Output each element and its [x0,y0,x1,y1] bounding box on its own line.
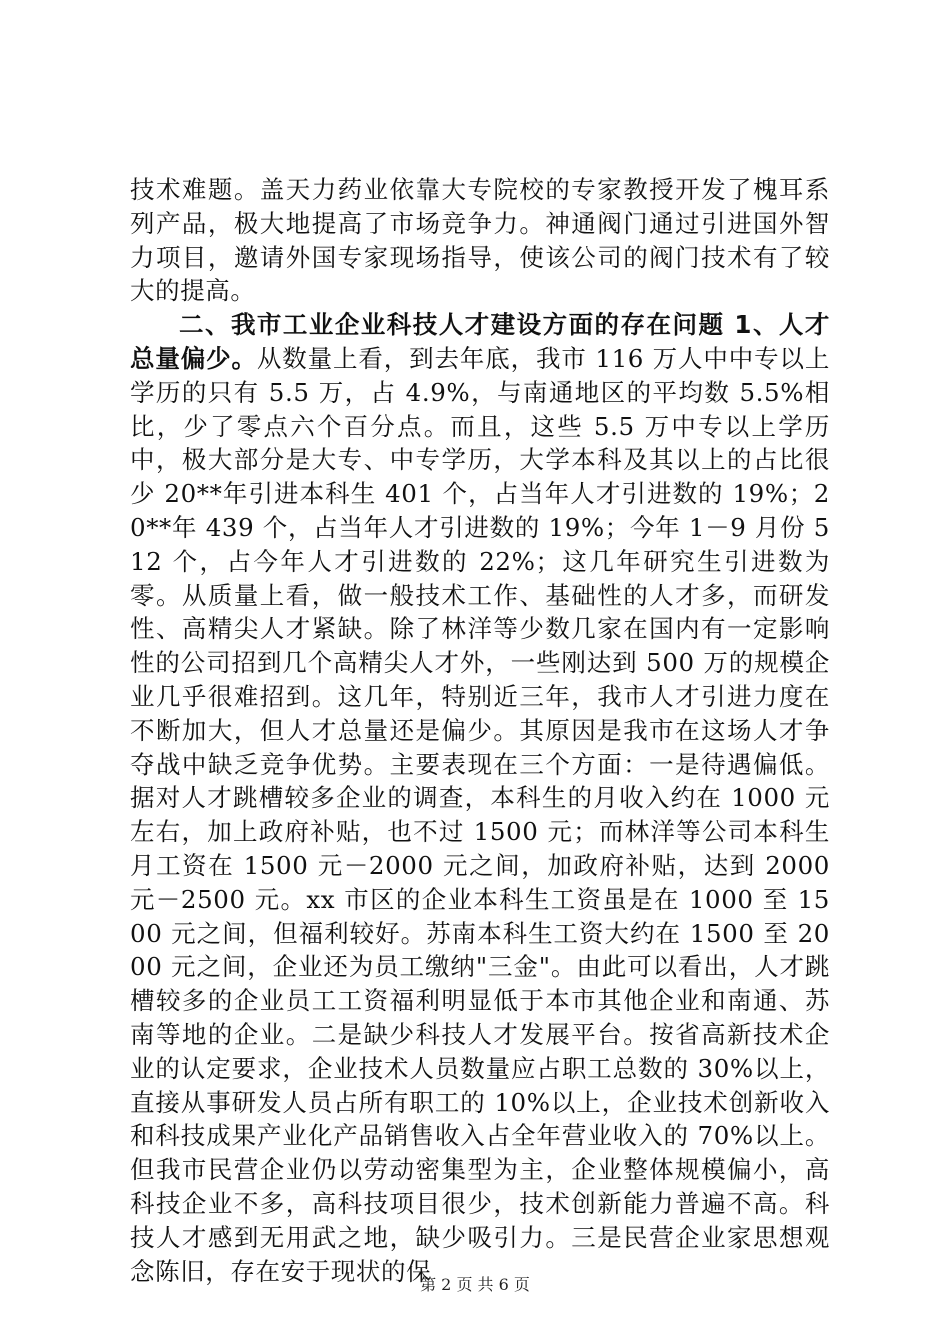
page-number: 第 2 页 共 6 页 [420,1275,530,1294]
paragraph-1-text: 技术难题。盖天力药业依靠大专院校的专家教授开发了槐耳系列产品，极大地提高了市场竞争力。神通阀门通过引进国外智力项目，邀请外国专家现场指导，使该公司的阀门技术有了较大的提高。 [130,175,830,306]
paragraph-2 [130,308,830,1288]
document-body [130,173,830,1288]
page-footer [0,1272,950,1295]
paragraph-1 [130,173,830,308]
section-heading: 二、我市工业企业科技人才建设方面的存在问题 1、人才总量偏少。 [130,310,830,373]
paragraph-2-text: 从数量上看，到去年底，我市 116 万人中中专以上学历的只有 5.5 万，占 4.9%，与南通地区的平均数 5.5%相比，少了零点六个百分点。而且，这些 5.5 万中专以上学历中，极大部分是大专、中专学历，大学本科及其以上的占比很少 20**年引进本科生 401 个，占当年人才引进数的 19%；20**年 439 个，占当年人才引进数的 19%；今年 1－9 月份 512 个，占今年人才引进数的 22%；这几年研究生引进数为零。从质量上看，做一般技术工作、基础性的人才多，而研发性、高精尖人才紧缺。除了林洋等少数几家在国内有一定影响性的公司招到几个高精尖人才外，一些刚达到 500 万的规模企业几乎很难招到。这几年，特别近三年，我市人才引进力度在不断加大，但人才总量还是偏少。其原因是我市在这场人才争夺战中缺乏竞争优势。主要表现在三个方面：一是待遇偏低。据对人才跳槽较多企业的调查，本科生的月收入约在 1000 元左右，加上政府补贴，也不过 1500 元；而林洋等公司本科生月工资在 1500 元－2000 元之间，加政府补贴，达到 2000 元－2500 元。xx 市区的企业本科生工资虽是在 1000 至 1500 元之间，但福利较好。苏南本科生工资大约在 1500 至 2000 元之间，企业还为员工缴纳"三金"。由此可以看出，人才跳槽较多的企业员工工资福利明显低于本市其他企业和南通、苏南等地的企业。二是缺少科技人才发展平台。按省高新技术企业的认定要求，企业技术人员数量应占职工总数的 30%以上，直接从事研发人员占所有职工的 10%以上，企业技术创新收入和科技成果产业化产品销售收入占全年营业收入的 70%以上。但我市民营企业仍以劳动密集型为主，企业整体规模偏小，高科技企业不多，高科技项目很少，技术创新能力普遍不高。科技人才感到无用武之地，缺少吸引力。三是民营企业家思想观念陈旧，存在安于现状的保 [130,343,831,1286]
